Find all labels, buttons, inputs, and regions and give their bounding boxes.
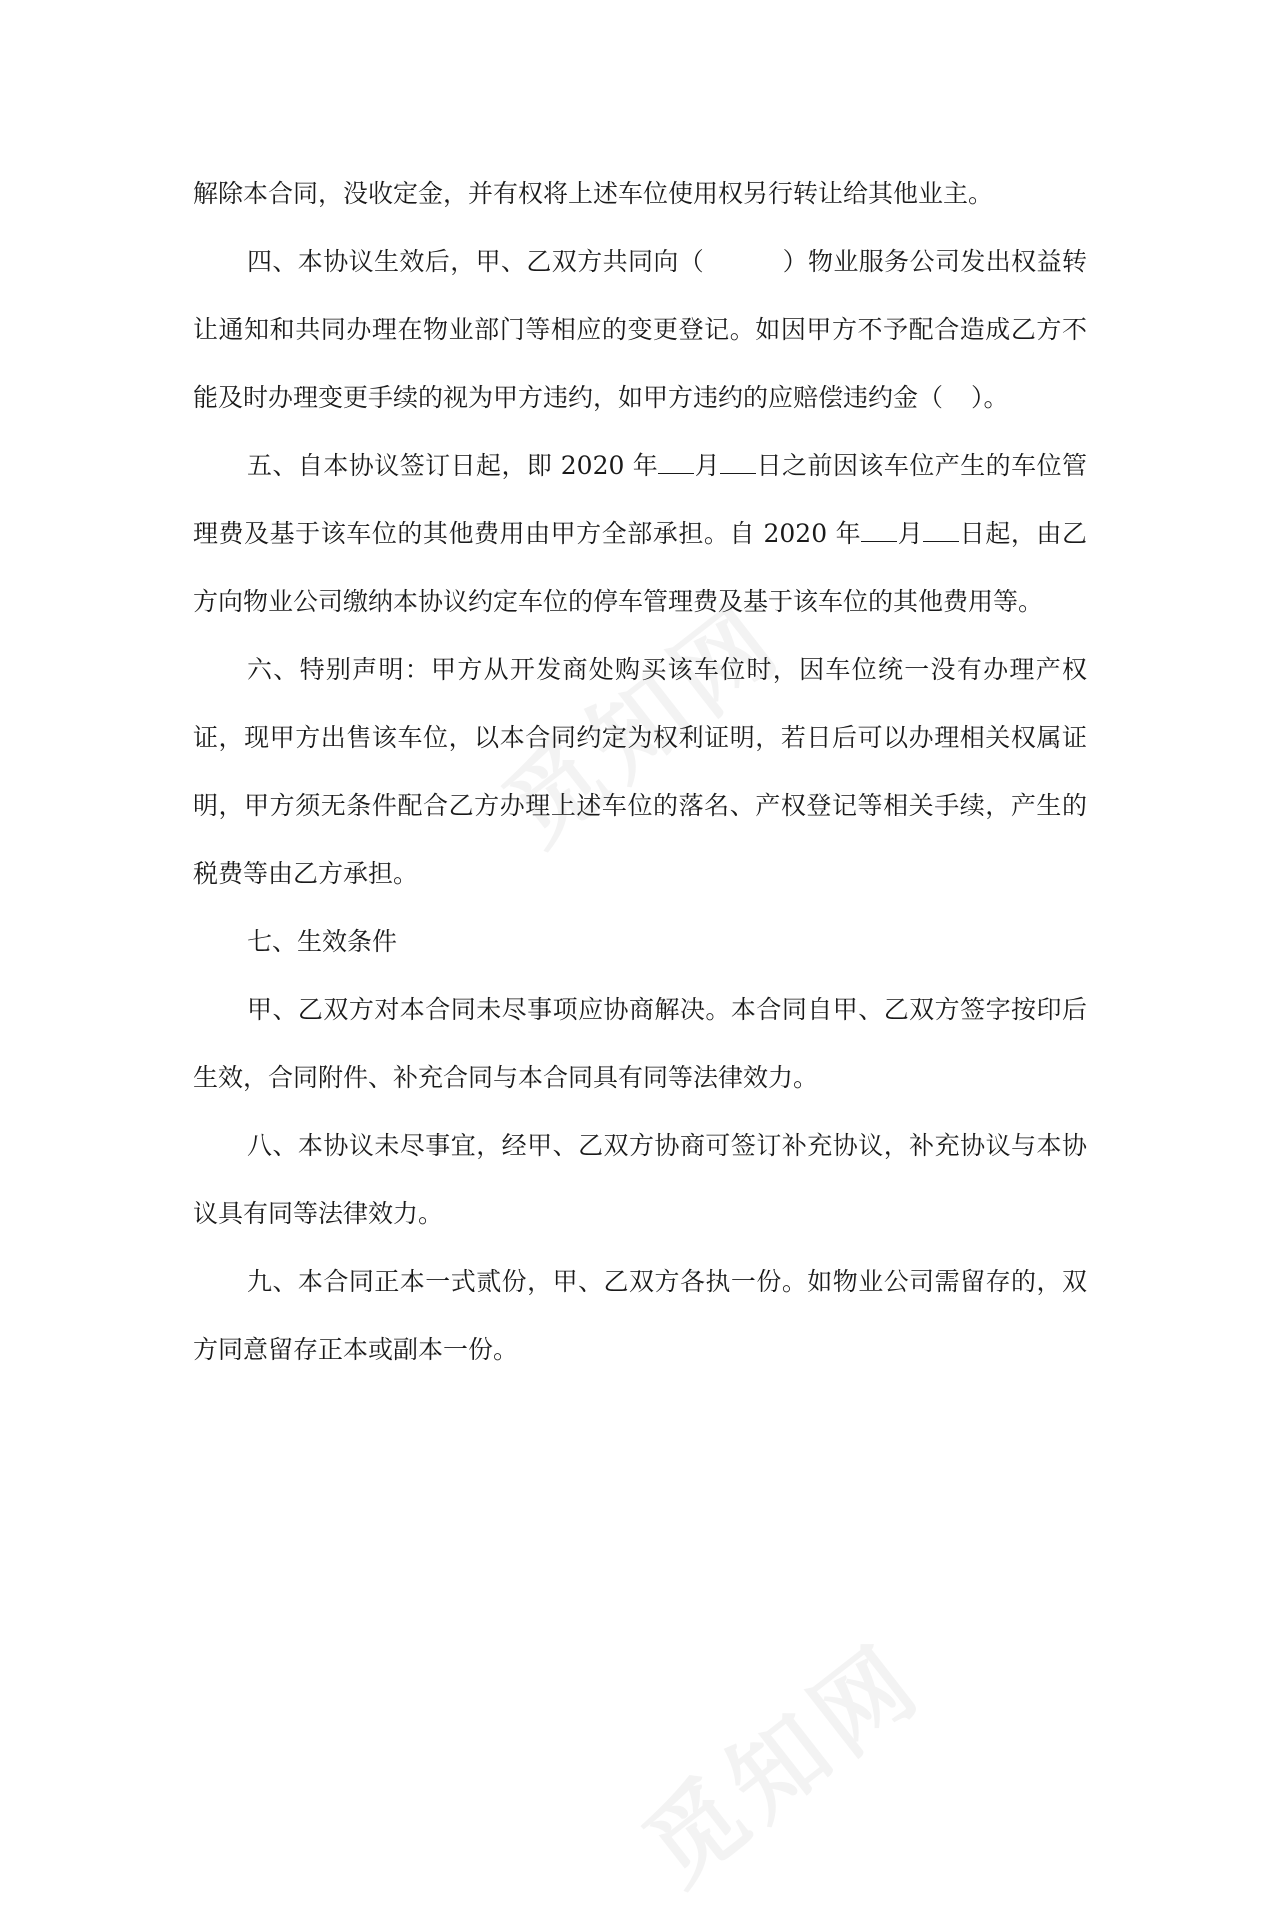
blank-day-2 [923,541,959,542]
paragraph-clause-4 [193,228,1087,432]
clause-4-text-a: 四、本协议生效后，甲、乙双方共同向（ [247,247,705,276]
clause-5-text-e: 日起，由乙方向物业公司缴纳本协议约定车位的停车管理费及基于该车位的其他费用等。 [193,519,1087,616]
document-body [193,160,1087,1384]
paragraph-continuation: 解除本合同，没收定金，并有权将上述车位使用权另行转让给其他业主。 [193,179,994,208]
clause-5-text-a: 五、自本协议签订日起，即 2020 年 [247,451,659,480]
blank-day-1 [720,473,756,474]
clause-5-text-b: 月 [694,451,721,480]
blank-month-1 [658,473,694,474]
paragraph-clause-7-body: 甲、乙双方对本合同未尽事项应协商解决。本合同自甲、乙双方签字按印后生效，合同附件、补充合同与本合同具有同等法律效力。 [193,995,1087,1092]
paragraph-clause-9: 九、本合同正本一式贰份，甲、乙双方各执一份。如物业公司需留存的，双方同意留存正本或副本一份。 [193,1267,1087,1364]
paragraph-clause-6: 六、特别声明：甲方从开发商处购买该车位时，因车位统一没有办理产权证，现甲方出售该车位，以本合同约定为权利证明，若日后可以办理相关权属证明，甲方须无条件配合乙方办理上述车位的落名、产权登记等相关手续，产生的税费等由乙方承担。 [193,655,1087,888]
paragraph-clause-5 [193,432,1087,636]
clause-5-text-d: 月 [897,519,924,548]
blank-month-2 [861,541,897,542]
clause-4-text-c: ）。 [971,383,1009,412]
clause-5-text-c: 日之前因该车位产生的车位管理费及基于该车位的其他费用由甲方全部承担。自 2020 年 [193,451,1087,548]
paragraph-clause-8: 八、本协议未尽事宜，经甲、乙双方协商可签订补充协议，补充协议与本协议具有同等法律效力。 [193,1131,1087,1228]
watermark [612,1607,947,1910]
clause-4-text-b: ）物业服务公司发出权益转让通知和共同办理在物业部门等相应的变更登记。如因甲方不予配合造成乙方不能及时办理变更手续的视为甲方违约，如甲方违约的应赔偿违约金（ [193,247,1087,412]
paragraph-clause-7-heading: 七、生效条件 [247,927,398,956]
